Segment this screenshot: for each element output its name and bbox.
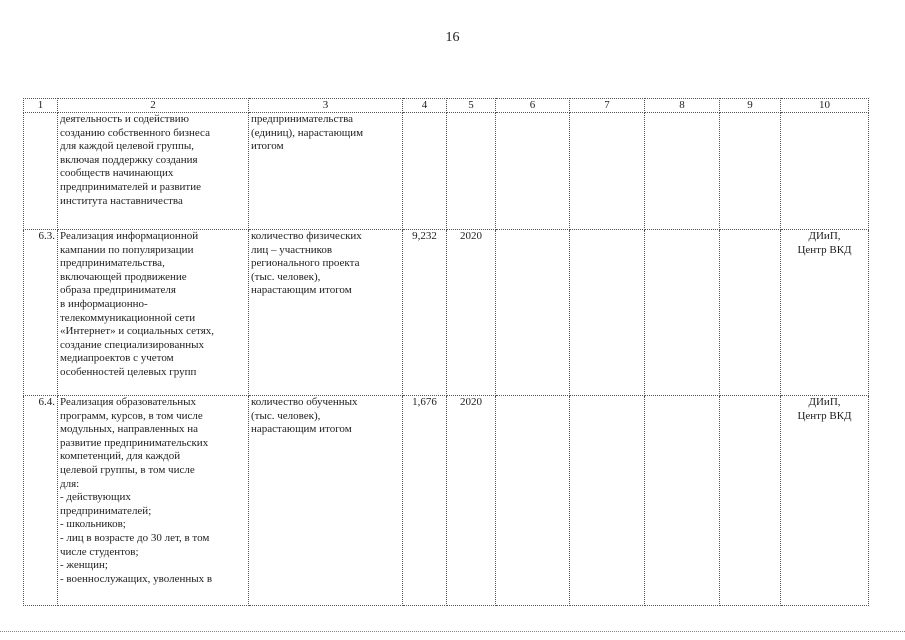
cell-col-9 <box>720 396 781 606</box>
responsible: ДИиП, Центр ВКД <box>781 396 869 606</box>
column-header: 3 <box>249 99 403 113</box>
scan-edge-line <box>0 631 905 632</box>
cell-col-6 <box>496 396 570 606</box>
cell-col-9 <box>720 230 781 396</box>
indicator-text: предпринимательства (единиц), нарастающим итогом <box>249 113 403 230</box>
cell-col-8 <box>645 113 720 230</box>
table-row <box>24 113 869 230</box>
activity-description: Реализация информационной кампании по популяризации предпринимательства, включающей продвижение образа предпринимателя в информационно- телекоммуникационной сети «Интернет» и социальных сетях, создание специализированных медиапроектов с учетом особенностей целевых групп <box>58 230 249 396</box>
cell-col-7 <box>570 113 645 230</box>
column-header: 10 <box>781 99 869 113</box>
cell-col-6 <box>496 113 570 230</box>
document-table <box>23 98 869 606</box>
table-row <box>24 230 869 396</box>
base-value: 1,676 <box>403 396 447 606</box>
cell-col-7 <box>570 396 645 606</box>
column-header: 4 <box>403 99 447 113</box>
responsible: ДИиП, Центр ВКД <box>781 230 869 396</box>
activity-description: деятельность и содействию созданию собственного бизнеса для каждой целевой группы, включая поддержку создания сообществ начинающих предпринимателей и развитие института наставничества <box>58 113 249 230</box>
column-header: 7 <box>570 99 645 113</box>
cell-col-9 <box>720 113 781 230</box>
table-header-row <box>24 99 869 113</box>
indicator-text: количество физических лиц – участников регионального проекта (тыс. человек), нарастающим итогом <box>249 230 403 396</box>
responsible <box>781 113 869 230</box>
cell-col-8 <box>645 396 720 606</box>
row-number: 6.4. <box>24 396 58 606</box>
cell-col-7 <box>570 230 645 396</box>
row-number <box>24 113 58 230</box>
base-year: 2020 <box>447 396 496 606</box>
column-header: 1 <box>24 99 58 113</box>
base-year <box>447 113 496 230</box>
base-year: 2020 <box>447 230 496 396</box>
base-value: 9,232 <box>403 230 447 396</box>
column-header: 8 <box>645 99 720 113</box>
column-header: 6 <box>496 99 570 113</box>
cell-col-6 <box>496 230 570 396</box>
column-header: 9 <box>720 99 781 113</box>
indicator-text: количество обученных (тыс. человек), нарастающим итогом <box>249 396 403 606</box>
activity-description: Реализация образовательных программ, курсов, в том числе модульных, направленных на развитие предпринимательских компетенций, для каждой целевой группы, в том числе для: - действующих предпринимателей; - школьников; - лиц в возрасте до 30 лет, в том числе студентов; - женщин; - военнослужащих, уволенных в <box>58 396 249 606</box>
table-row <box>24 396 869 606</box>
base-value <box>403 113 447 230</box>
column-header: 5 <box>447 99 496 113</box>
column-header: 2 <box>58 99 249 113</box>
cell-col-8 <box>645 230 720 396</box>
page-number: 16 <box>445 30 460 45</box>
row-number: 6.3. <box>24 230 58 396</box>
